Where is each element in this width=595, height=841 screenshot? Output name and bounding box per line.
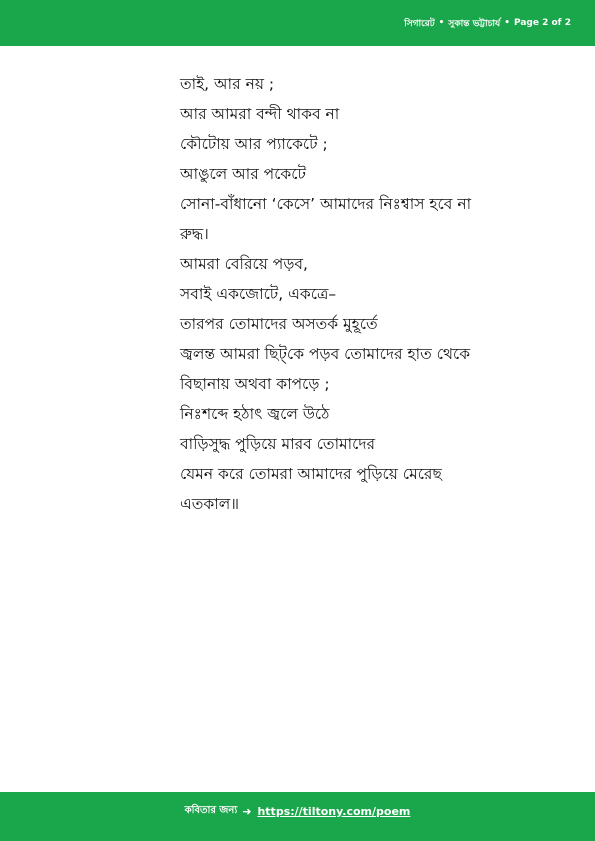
poem-body xyxy=(180,69,580,519)
separator-dot: • xyxy=(504,18,510,28)
footer-label: কবিতার জন্য xyxy=(184,805,238,816)
poet-name: সুকান্ত ভট্টাচার্য xyxy=(448,18,501,29)
poem-line: এতকাল॥ xyxy=(180,495,240,513)
arrow-right-icon: ➜ xyxy=(242,805,252,818)
poem-line: নিঃশব্দে হঠাৎ জ্বলে উঠে xyxy=(180,405,330,423)
poem-line: আর আমরা বন্দী থাকব না xyxy=(180,105,340,123)
poem-title: সিগারেট xyxy=(404,18,435,29)
poem-line: সবাই একজোটে, একত্রে– xyxy=(180,285,337,303)
poem-line: বাড়িসুদ্ধ পুড়িয়ে মারব তোমাদের xyxy=(180,435,376,453)
separator-dot: • xyxy=(438,18,445,28)
poem-line: যেমন করে তোমরা আমাদের পুড়িয়ে মেরেছ xyxy=(180,465,442,483)
header-bar xyxy=(0,0,595,46)
poem-line: তাই, আর নয় ; xyxy=(180,75,275,93)
poem-line: বিছানায় অথবা কাপড়ে ; xyxy=(180,375,330,393)
poem-line: তারপর তোমাদের অসতর্ক মুহূর্তে xyxy=(180,315,378,333)
poem-line: কৌটোয় আর প্যাকেটে ; xyxy=(180,135,328,153)
poem-line: আঙুলে আর পকেটে xyxy=(180,165,306,183)
poem-line: আমরা বেরিয়ে পড়ব, xyxy=(180,255,308,273)
page-number: Page 2 of 2 xyxy=(514,18,571,28)
poem-line: সোনা-বাঁধানো ‘কেসে’ আমাদের নিঃশ্বাস হবে না xyxy=(180,195,472,213)
poem-line: রুদ্ধ। xyxy=(180,225,209,243)
website-link[interactable]: https://tiltony.com/poem xyxy=(257,805,411,818)
footer-bar xyxy=(0,792,595,841)
poem-line: জ্বলন্ত আমরা ছিট্‌কে পড়ব তোমাদের হাত থেকে xyxy=(180,345,471,363)
